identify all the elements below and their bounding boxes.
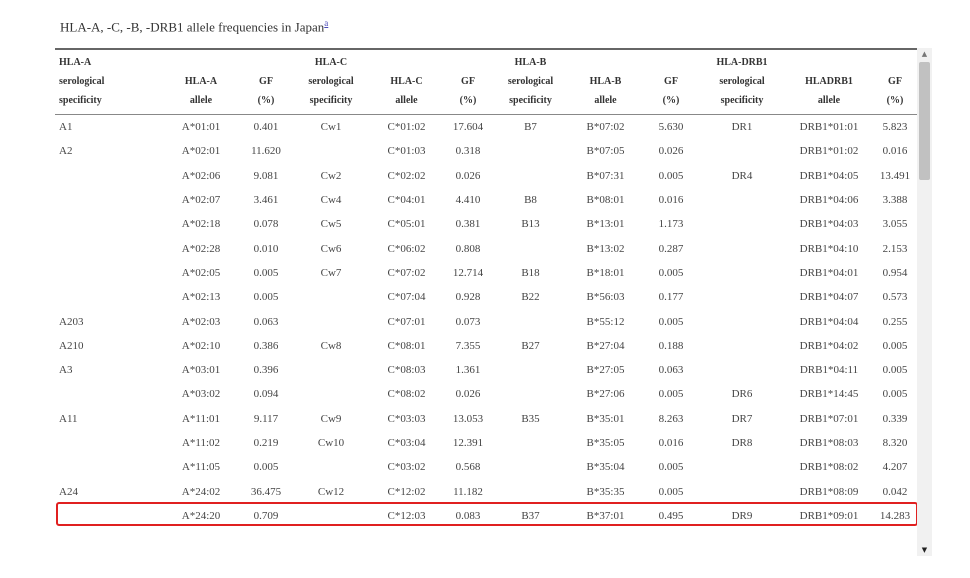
table-cell: 0.063 [658,364,684,377]
table-cell: Cw4 [320,194,342,207]
scroll-up-arrow-icon[interactable]: ▲ [921,50,928,58]
table-cell [493,164,568,188]
table-row [55,139,917,163]
table-cell: B*07:05 [586,145,625,158]
table-cell: 11.620 [251,145,281,158]
table-cell: DRB1*04:02 [799,339,859,352]
table-cell: B13 [521,218,540,231]
table-cell: 13.491 [879,169,911,182]
table-cell: A*24:20 [181,509,221,522]
table-cell: C*02:02 [387,169,426,182]
header-hla-b-allele: HLA-B allele [568,49,643,115]
table-cell [699,455,785,479]
table-cell: B*35:35 [586,485,625,498]
table-cell [55,455,162,479]
table-cell: A*03:02 [181,388,221,401]
table-cell: B*37:01 [586,509,625,522]
hla-frequency-table [55,48,917,528]
header-hla-drb1-gf: GF (%) [873,49,917,115]
table-cell: 0.339 [882,412,908,425]
table-cell: 0.042 [882,485,908,498]
table-cell: 14.283 [879,509,911,522]
table-cell: A*02:06 [181,169,221,182]
table-cell: 0.083 [455,509,481,522]
header-hla-b-serological: HLA-B serological specificity [493,49,568,115]
table-cell: A210 [59,339,84,352]
table-cell: 0.026 [658,145,684,158]
table-cell: DRB1*04:01 [799,266,859,279]
table-cell [699,285,785,309]
table-cell: Cw5 [320,218,342,231]
table-row [55,212,917,236]
table-cell: 0.005 [658,461,684,474]
table-cell: 0.016 [658,437,684,449]
table-cell: 0.078 [253,218,279,231]
table-cell: 7.355 [455,339,481,352]
table-cell: B*27:06 [586,388,625,401]
table-cell: C*03:03 [387,412,426,425]
table-cell: 1.173 [658,218,684,231]
table-cell: DR6 [731,388,753,401]
table-cell: C*12:03 [387,509,426,522]
table-cell: 0.177 [658,291,684,304]
table-cell: 17.604 [452,121,484,134]
table-cell: C*04:01 [387,194,426,207]
table-cell: DR8 [731,437,753,449]
table-row [55,504,917,528]
table-cell: B*08:01 [586,194,625,207]
table-cell [292,358,370,382]
header-hla-a-serological: HLA-A serological specificity [55,49,162,115]
table-cell: B*07:31 [586,169,625,182]
table-cell: A*02:01 [181,145,221,158]
table-cell: C*03:04 [387,437,426,449]
table-cell: 3.388 [882,194,908,207]
table-cell [493,236,568,260]
table-row [55,382,917,406]
table-cell [493,309,568,333]
table-cell: DR4 [731,169,753,182]
table-cell: 0.188 [658,339,684,352]
table-cell: 0.010 [253,242,279,255]
table-cell [55,164,162,188]
table-cell [493,382,568,406]
table-cell: A*02:07 [181,194,221,207]
table-cell: DRB1*14:45 [799,388,859,401]
table-cell: C*03:02 [387,461,426,474]
table-cell: DRB1*04:06 [799,194,859,207]
table-row [55,236,917,260]
table-cell [699,236,785,260]
table-cell: 0.386 [253,339,279,352]
table-cell: 12.714 [452,266,484,279]
table-cell [699,188,785,212]
table-cell: C*08:02 [387,388,426,401]
table-cell: B7 [524,121,537,134]
table-cell: C*07:01 [387,315,426,328]
table-cell: C*08:01 [387,339,426,352]
table-cell: A*02:05 [181,266,221,279]
table-cell: B*35:05 [586,437,625,449]
table-cell: 0.005 [658,315,684,328]
table-cell: B8 [524,194,537,207]
table-cell: B*35:04 [586,461,625,474]
table-row [55,431,917,455]
table-cell: Cw2 [320,169,342,182]
table-cell: 0.005 [658,266,684,279]
table-cell: 0.005 [253,461,279,474]
table-cell: 0.255 [882,315,908,328]
table-cell: 0.954 [882,266,908,279]
table-cell [292,139,370,163]
table-cell: 0.287 [658,242,684,255]
table-cell [292,309,370,333]
table-cell: B*35:01 [586,412,625,425]
table-cell: C*07:04 [387,291,426,304]
table-row [55,455,917,479]
table-cell: DRB1*04:04 [799,315,859,328]
table-cell: A*11:01 [181,412,221,425]
table-cell: DRB1*08:09 [799,485,859,498]
scroll-down-arrow-icon[interactable]: ▼ [921,546,928,554]
table-cell: A*02:03 [181,315,221,328]
table-cell: A1 [59,121,73,134]
table-cell: 0.005 [882,339,908,352]
table-row [55,188,917,212]
table-cell: 0.219 [253,437,279,449]
table-cell: 0.026 [455,169,481,182]
table-cell [699,139,785,163]
table-row [55,115,917,140]
table-cell [55,188,162,212]
table-cell: 0.928 [455,291,481,304]
table-cell: B22 [521,291,540,304]
table-cell: A*03:01 [181,364,221,377]
table-cell: 5.630 [658,121,684,134]
table-cell: 0.808 [455,242,481,255]
table-cell: 9.117 [253,412,279,425]
table-cell: 0.094 [253,388,279,401]
table-cell: DRB1*08:02 [799,461,859,474]
table-cell: DRB1*04:10 [799,242,859,255]
table-cell: 0.396 [253,364,279,377]
table-cell: 3.461 [253,194,279,207]
table-cell: A*01:01 [181,121,221,134]
table-cell: C*12:02 [387,485,426,498]
table-cell: C*01:03 [387,145,426,158]
table-cell: DR7 [731,412,753,425]
header-hla-c-allele: HLA-C allele [370,49,443,115]
table-cell: C*08:03 [387,364,426,377]
header-hla-drb1-serological: HLA-DRB1 serological specificity [699,49,785,115]
table-cell [699,309,785,333]
caption-footnote-link[interactable]: a [324,18,329,28]
table-cell [493,358,568,382]
table-cell [699,479,785,503]
table-cell [55,261,162,285]
table-cell: A*02:10 [181,339,221,352]
table-cell [55,431,162,455]
table-cell [493,455,568,479]
vertical-scrollbar[interactable] [917,48,932,556]
table-cell: DRB1*08:03 [799,437,859,449]
table-cell: B*55:12 [586,315,625,328]
table-row [55,261,917,285]
table-cell: 5.823 [882,121,908,134]
table-cell: DRB1*04:03 [799,218,859,231]
table-cell: C*07:02 [387,266,426,279]
table-cell [493,431,568,455]
table-cell: DRB1*09:01 [799,509,859,522]
table-cell [699,261,785,285]
table-scroll-container[interactable] [55,48,933,556]
header-hla-a-allele: HLA-A allele [162,49,240,115]
table-cell: A3 [59,364,73,377]
table-cell: A*02:18 [181,218,221,231]
table-cell: 0.063 [253,315,279,328]
table-cell: B37 [521,509,540,522]
table-cell: Cw7 [320,266,342,279]
table-cell: B*13:02 [586,242,625,255]
table-cell [55,382,162,406]
table-cell: DRB1*04:05 [799,169,859,182]
table-cell: A11 [59,412,78,425]
table-cell: DRB1*04:11 [799,364,859,377]
table-cell [699,358,785,382]
table-cell: B*07:02 [586,121,625,134]
table-cell: A*11:05 [181,461,221,474]
table-cell: DR1 [731,121,753,134]
table-cell: 8.320 [882,437,908,449]
table-cell: DR9 [731,509,753,522]
table-row [55,479,917,503]
table-cell: DRB1*07:01 [799,412,859,425]
table-cell [292,455,370,479]
table-cell: 3.055 [882,218,908,231]
table-cell: B*13:01 [586,218,625,231]
table-cell: A203 [59,315,84,328]
table-cell: Cw6 [320,242,342,255]
table-cell: B*27:04 [586,339,625,352]
table-cell: 0.005 [253,291,279,304]
table-cell: 0.005 [882,388,908,401]
table-cell: Cw1 [320,121,342,134]
table-cell: A*02:28 [181,242,221,255]
table-row [55,285,917,309]
header-hla-c-gf: GF (%) [443,49,493,115]
table-cell: 0.495 [658,509,684,522]
table-cell [55,236,162,260]
table-cell: 0.026 [455,388,481,401]
table-row [55,164,917,188]
table-cell: DRB1*01:01 [799,121,859,134]
table-cell: A*11:02 [181,437,221,449]
table-cell [55,285,162,309]
table-cell [493,479,568,503]
table-cell: A*02:13 [181,291,221,304]
table-cell: 0.005 [658,485,684,498]
table-cell: 0.573 [882,291,908,304]
table-cell: B*18:01 [586,266,625,279]
table-cell: 8.263 [658,412,684,425]
table-cell: 9.081 [253,169,279,182]
table-cell: Cw8 [320,339,342,352]
table-cell: B*56:03 [586,291,625,304]
table-cell: C*01:02 [387,121,426,134]
table-cell: 1.361 [455,364,481,377]
table-cell: 0.381 [455,218,481,231]
table-cell [292,382,370,406]
table-cell [292,504,370,528]
table-cell: A*24:02 [181,485,221,498]
table-cell: DRB1*04:07 [799,291,859,304]
header-hla-c-serological: HLA-C serological specificity [292,49,370,115]
table-row [55,358,917,382]
table-cell [55,212,162,236]
table-cell: B35 [521,412,540,425]
header-hla-b-gf: GF (%) [643,49,699,115]
table-cell: 2.153 [882,242,908,255]
table-row [55,407,917,431]
table-cell: 0.568 [455,461,481,474]
table-cell: Cw12 [317,485,345,498]
table-cell: Cw10 [317,437,345,449]
table-header-row [55,49,917,115]
header-hla-a-gf: GF (%) [240,49,292,115]
caption-text: HLA-A, -C, -B, -DRB1 allele frequencies in Japan [60,19,325,35]
table-cell [292,285,370,309]
table-cell: A2 [59,145,73,158]
table-cell: B*27:05 [586,364,625,377]
table-caption [60,18,328,35]
table-cell [55,504,162,528]
table-cell: 0.016 [882,145,908,158]
table-cell [699,212,785,236]
table-cell: Cw9 [320,412,342,425]
table-cell: 0.401 [253,121,279,134]
table-cell [699,334,785,358]
table-row [55,334,917,358]
table-cell: 0.016 [658,194,684,207]
table-cell: 4.207 [882,461,908,474]
table-cell: C*05:01 [387,218,426,231]
table-cell: A24 [59,485,78,498]
table-cell: 0.073 [455,315,481,328]
table-cell: 0.318 [455,145,481,158]
table-cell: 11.182 [453,485,483,498]
scroll-thumb[interactable] [919,62,930,180]
table-cell: 0.005 [658,388,684,401]
header-hla-drb1-allele: HLADRB1 allele [785,49,873,115]
table-cell: 36.475 [250,485,282,498]
table-cell: 12.391 [452,437,484,449]
table-cell: 4.410 [455,194,481,207]
table-cell: B18 [521,266,540,279]
table-cell: C*06:02 [387,242,426,255]
table-cell: 0.005 [253,266,279,279]
table-cell: 0.005 [658,169,684,182]
table-row [55,309,917,333]
table-cell: DRB1*01:02 [799,145,859,158]
table-cell [493,139,568,163]
table-cell: 0.005 [882,364,908,377]
table-cell: B27 [521,339,540,352]
table-cell: 0.709 [253,509,279,522]
table-cell: 13.053 [452,412,484,425]
